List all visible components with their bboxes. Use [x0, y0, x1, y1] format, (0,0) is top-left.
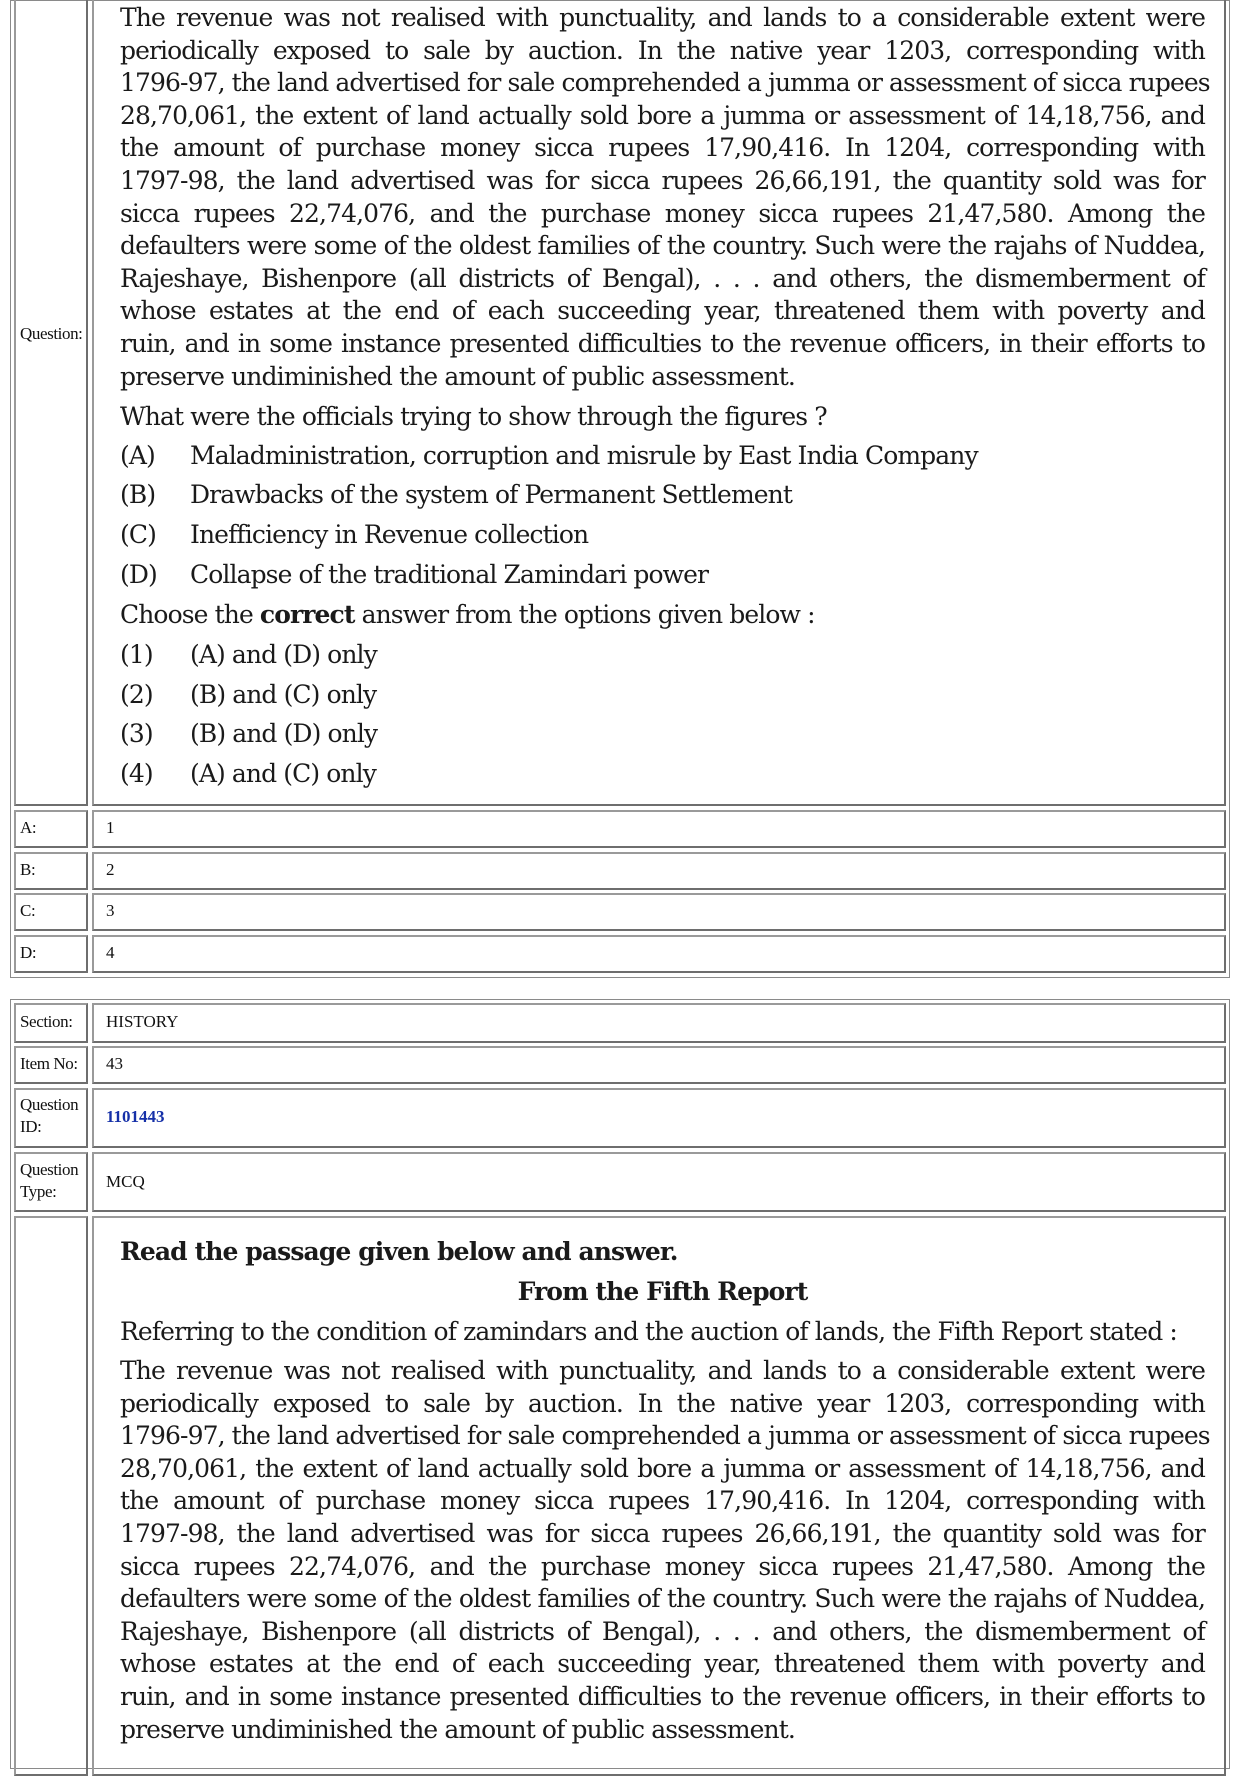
choice-text: (B) and (D) only — [190, 719, 378, 748]
choose-bold: correct — [259, 600, 355, 629]
answer-value-cell-b — [92, 852, 1226, 890]
item-value-cell — [92, 1046, 1226, 1084]
section-value-cell — [92, 1003, 1226, 1043]
answer-value: 4 — [106, 943, 115, 962]
qtype-label — [20, 1159, 78, 1203]
choose-suffix: answer from the options given below : — [354, 600, 815, 629]
passage-intro: Referring to the condition of zamindars and the auction of lands, the Fifth Report stated : — [120, 1317, 1177, 1346]
choose-instruction — [120, 599, 815, 631]
passage-line: 28,70,061, the extent of land actually sold bore a jumma or assessment of 14,18,756, and — [120, 100, 1205, 130]
statement-c — [120, 519, 588, 551]
qtype-label-line: Question — [20, 1160, 79, 1179]
passage-heading — [120, 1236, 678, 1268]
passage-line: 28,70,061, the extent of land actually sold bore a jumma or assessment of 14,18,756, and — [120, 1453, 1205, 1483]
choice-text: (B) and (C) only — [190, 680, 377, 709]
question-id-value: 1101443 — [106, 1107, 165, 1126]
choice-1 — [120, 639, 377, 671]
choice-4 — [120, 758, 376, 790]
question-label-cell-2 — [14, 1216, 88, 1776]
choice-key: (2) — [120, 680, 153, 709]
qid-label-line: Question — [20, 1095, 79, 1114]
passage-line: 1797-98, the land advertised was for sicca rupees 26,66,191, the quantity sold was for — [120, 1518, 1205, 1548]
question-passage-2 — [120, 1355, 1210, 1746]
qtype-label-line: Type: — [20, 1182, 57, 1201]
answer-value-cell-a — [92, 810, 1226, 848]
qid-value-cell — [92, 1088, 1226, 1148]
statement-text: Maladministration, corruption and misrule by East India Company — [190, 441, 978, 470]
answer-label: B: — [20, 860, 36, 879]
passage-line: the amount of purchase money sicca rupees 17,90,416. In 1204, corresponding with — [120, 133, 1205, 163]
passage-line: sicca rupees 22,74,076, and the purchase money sicca rupees 21,47,580. Among the — [120, 1551, 1205, 1581]
passage-line: periodically exposed to sale by auction. In the native year 1203, corresponding with — [120, 35, 1205, 65]
passage-line: The revenue was not realised with punctuality, and lands to a considerable extent were — [120, 3, 1205, 32]
answer-value: 2 — [106, 860, 115, 879]
question-label: Question: — [20, 324, 83, 343]
statement-key: (C) — [120, 520, 156, 549]
choice-text: (A) and (D) only — [190, 640, 377, 669]
passage-line: defaulters were some of the oldest families of the country. Such were the rajahs of Nuddea, — [120, 231, 1205, 261]
item-label: Item No: — [20, 1054, 78, 1073]
passage-line: sicca rupees 22,74,076, and the purchase money sicca rupees 21,47,580. Among the — [120, 198, 1205, 228]
qid-label-line: ID: — [20, 1117, 42, 1136]
statement-text: Drawbacks of the system of Permanent Settlement — [190, 480, 792, 509]
passage-subheading-text: From the Fifth Report — [517, 1277, 808, 1306]
answer-label: D: — [20, 943, 37, 962]
choice-key: (3) — [120, 719, 153, 748]
passage-line: preserve undiminished the amount of public assessment. — [120, 1714, 795, 1744]
answer-value: 1 — [106, 818, 115, 837]
item-value: 43 — [106, 1054, 123, 1073]
answer-label: C: — [20, 901, 36, 920]
passage-subheading — [120, 1276, 1205, 1308]
section-label: Section: — [20, 1012, 73, 1031]
answer-value: 3 — [106, 901, 115, 920]
question-passage — [120, 2, 1210, 393]
passage-line: preserve undiminished the amount of public assessment. — [120, 361, 795, 391]
answer-value-cell-c — [92, 893, 1226, 931]
passage-line: periodically exposed to sale by auction. In the native year 1203, corresponding with — [120, 1388, 1205, 1418]
passage-line: ruin, and in some instance presented difficulties to the revenue officers, in their efforts to — [120, 1681, 1205, 1711]
passage-line: Rajeshaye, Bishenpore (all districts of Bengal), . . . and others, the dismemberment of — [120, 263, 1205, 293]
statement-text: Collapse of the traditional Zamindari power — [190, 560, 709, 589]
statement-key: (B) — [120, 480, 156, 509]
choice-key: (1) — [120, 640, 153, 669]
statement-d — [120, 559, 708, 591]
question-label-cell — [14, 0, 88, 806]
statement-b — [120, 479, 792, 511]
choice-3 — [120, 718, 377, 750]
question-prompt: What were the officials trying to show through the figures ? — [120, 402, 827, 431]
statement-a — [120, 440, 978, 472]
passage-line: whose estates at the end of each succeeding year, threatened them with poverty and — [120, 1649, 1205, 1679]
passage-heading-text: Read the passage given below and answer. — [120, 1237, 678, 1266]
statement-key: (A) — [120, 441, 155, 470]
passage-line: 1797-98, the land advertised was for sicca rupees 26,66,191, the quantity sold was for — [120, 165, 1205, 195]
choice-key: (4) — [120, 759, 153, 788]
passage-line: defaulters were some of the oldest families of the country. Such were the rajahs of Nuddea, — [120, 1584, 1205, 1614]
question-type-value: MCQ — [106, 1172, 145, 1191]
statement-text: Inefficiency in Revenue collection — [190, 520, 589, 549]
passage-line: whose estates at the end of each succeeding year, threatened them with poverty and — [120, 296, 1205, 326]
passage-line: 1796-97, the land advertised for sale comprehended a jumma or assessment of sicca rupees — [120, 1421, 1210, 1451]
choice-text: (A) and (C) only — [190, 759, 376, 788]
passage-line: The revenue was not realised with punctuality, and lands to a considerable extent were — [120, 1356, 1205, 1385]
statement-key: (D) — [120, 560, 157, 589]
answer-label: A: — [20, 818, 37, 837]
passage-line: the amount of purchase money sicca rupees 17,90,416. In 1204, corresponding with — [120, 1486, 1205, 1516]
choice-2 — [120, 679, 376, 711]
qtype-value-cell — [92, 1152, 1226, 1212]
choose-prefix: Choose the — [120, 600, 260, 629]
passage-line: Rajeshaye, Bishenpore (all districts of Bengal), . . . and others, the dismemberment of — [120, 1616, 1205, 1646]
passage-line: 1796-97, the land advertised for sale comprehended a jumma or assessment of sicca rupees — [120, 68, 1210, 98]
qid-label — [20, 1094, 78, 1138]
section-value: HISTORY — [106, 1012, 179, 1031]
answer-value-cell-d — [92, 935, 1226, 973]
passage-line: ruin, and in some instance presented difficulties to the revenue officers, in their efforts to — [120, 328, 1205, 358]
